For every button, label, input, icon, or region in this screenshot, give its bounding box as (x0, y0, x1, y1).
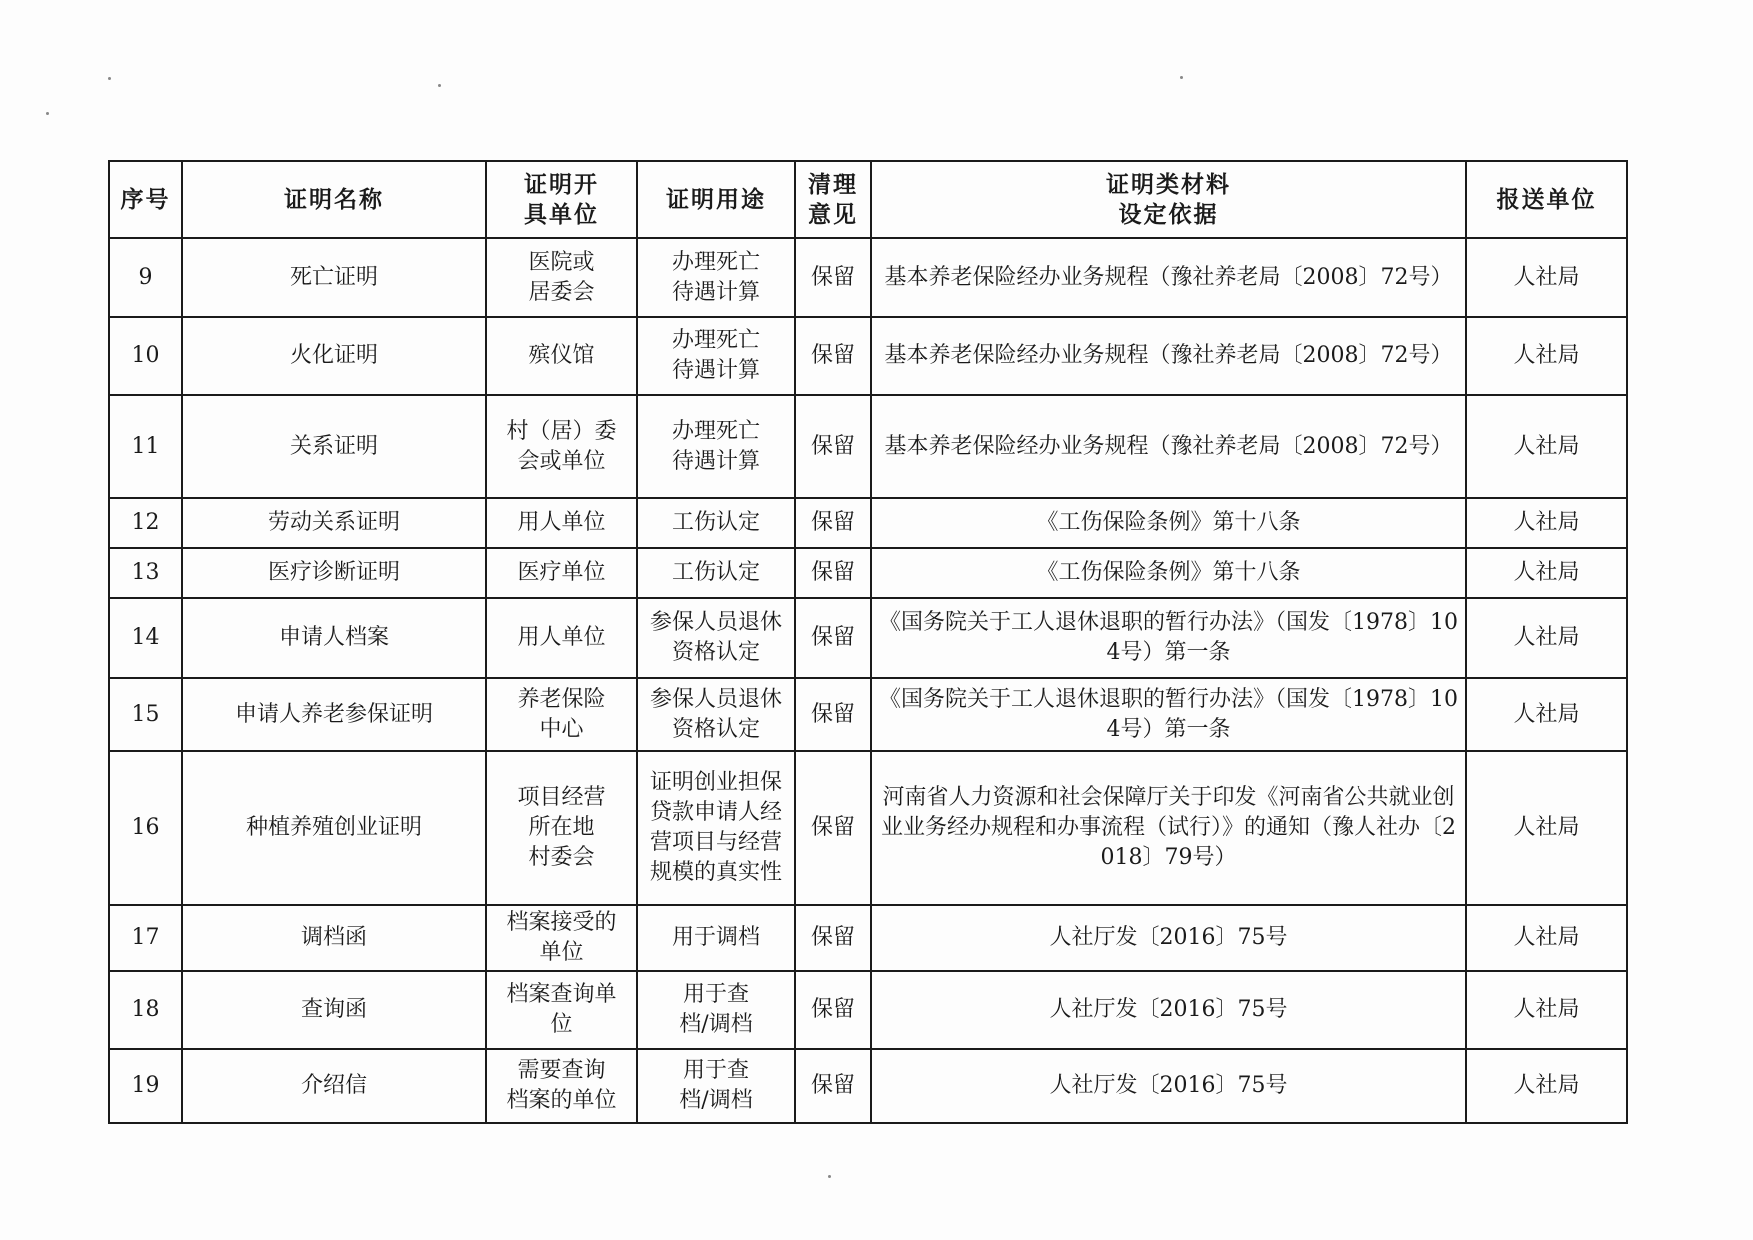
cell-purpose: 证明创业担保贷款申请人经营项目与经营规模的真实性 (637, 751, 795, 905)
table-row (109, 395, 1627, 498)
cell-basis: 《国务院关于工人退休退职的暂行办法》（国发〔1978〕104号）第一条 (871, 678, 1466, 751)
cell-report-unit: 人社局 (1466, 598, 1627, 678)
cell-issuer: 项目经营 所在地 村委会 (486, 751, 637, 905)
cell-name: 申请人养老参保证明 (182, 678, 486, 751)
table-header-row (109, 161, 1627, 238)
cell-report-unit: 人社局 (1466, 317, 1627, 395)
table-row (109, 1049, 1627, 1123)
cell-basis: 河南省人力资源和社会保障厅关于印发《河南省公共就业创业业务经办规程和办事流程（试行）》的通知（豫人社办〔2018〕79号） (871, 751, 1466, 905)
cell-name: 介绍信 (182, 1049, 486, 1123)
cell-report-unit: 人社局 (1466, 548, 1627, 598)
table-row (109, 751, 1627, 905)
cell-seq: 18 (109, 971, 182, 1049)
cell-opinion: 保留 (795, 971, 871, 1049)
cell-basis: 《国务院关于工人退休退职的暂行办法》（国发〔1978〕104号）第一条 (871, 598, 1466, 678)
cell-opinion: 保留 (795, 1049, 871, 1123)
cell-seq: 10 (109, 317, 182, 395)
cell-name: 关系证明 (182, 395, 486, 498)
table-row (109, 678, 1627, 751)
cell-purpose: 用于查 档/调档 (637, 1049, 795, 1123)
certificate-table (108, 160, 1628, 1124)
cell-name: 医疗诊断证明 (182, 548, 486, 598)
cell-purpose: 用于调档 (637, 905, 795, 971)
scan-speck (46, 112, 49, 115)
cell-seq: 12 (109, 498, 182, 548)
table-row (109, 548, 1627, 598)
cell-report-unit: 人社局 (1466, 751, 1627, 905)
scan-speck (828, 1175, 831, 1178)
cell-report-unit: 人社局 (1466, 1049, 1627, 1123)
header-basis: 证明类材料 设定依据 (871, 161, 1466, 238)
cell-purpose: 工伤认定 (637, 498, 795, 548)
header-report-unit: 报送单位 (1466, 161, 1627, 238)
cell-issuer: 用人单位 (486, 498, 637, 548)
cell-purpose: 参保人员退休 资格认定 (637, 678, 795, 751)
cell-issuer: 档案查询单 位 (486, 971, 637, 1049)
table-row (109, 317, 1627, 395)
scan-speck (108, 77, 111, 80)
header-name: 证明名称 (182, 161, 486, 238)
cell-purpose: 办理死亡 待遇计算 (637, 395, 795, 498)
header-purpose: 证明用途 (637, 161, 795, 238)
cell-issuer: 医疗单位 (486, 548, 637, 598)
cell-issuer: 需要查询 档案的单位 (486, 1049, 637, 1123)
cell-seq: 19 (109, 1049, 182, 1123)
cell-seq: 14 (109, 598, 182, 678)
cell-basis: 人社厅发〔2016〕75号 (871, 971, 1466, 1049)
cell-basis: 基本养老保险经办业务规程（豫社养老局〔2008〕72号） (871, 395, 1466, 498)
cell-name: 调档函 (182, 905, 486, 971)
cell-name: 查询函 (182, 971, 486, 1049)
cell-report-unit: 人社局 (1466, 498, 1627, 548)
cell-seq: 11 (109, 395, 182, 498)
table-row (109, 598, 1627, 678)
cell-purpose: 工伤认定 (637, 548, 795, 598)
cell-opinion: 保留 (795, 317, 871, 395)
cell-purpose: 用于查 档/调档 (637, 971, 795, 1049)
cell-report-unit: 人社局 (1466, 971, 1627, 1049)
cell-report-unit: 人社局 (1466, 395, 1627, 498)
scan-speck (1180, 76, 1183, 79)
header-opinion: 清理 意见 (795, 161, 871, 238)
cell-name: 申请人档案 (182, 598, 486, 678)
table-row (109, 498, 1627, 548)
cell-basis: 人社厅发〔2016〕75号 (871, 905, 1466, 971)
cell-seq: 9 (109, 238, 182, 317)
cell-basis: 《工伤保险条例》第十八条 (871, 548, 1466, 598)
cell-seq: 15 (109, 678, 182, 751)
cell-issuer: 档案接受的 单位 (486, 905, 637, 971)
cell-seq: 17 (109, 905, 182, 971)
cell-basis: 基本养老保险经办业务规程（豫社养老局〔2008〕72号） (871, 317, 1466, 395)
cell-report-unit: 人社局 (1466, 238, 1627, 317)
cell-report-unit: 人社局 (1466, 905, 1627, 971)
cell-name: 劳动关系证明 (182, 498, 486, 548)
cell-opinion: 保留 (795, 678, 871, 751)
table-row (109, 971, 1627, 1049)
cell-opinion: 保留 (795, 905, 871, 971)
header-issuer: 证明开 具单位 (486, 161, 637, 238)
cell-issuer: 用人单位 (486, 598, 637, 678)
cell-opinion: 保留 (795, 751, 871, 905)
cell-opinion: 保留 (795, 548, 871, 598)
cell-purpose: 办理死亡 待遇计算 (637, 238, 795, 317)
table-row (109, 905, 1627, 971)
cell-opinion: 保留 (795, 498, 871, 548)
header-seq: 序号 (109, 161, 182, 238)
cell-name: 火化证明 (182, 317, 486, 395)
cell-purpose: 参保人员退休 资格认定 (637, 598, 795, 678)
cell-basis: 人社厅发〔2016〕75号 (871, 1049, 1466, 1123)
cell-issuer: 医院或 居委会 (486, 238, 637, 317)
scan-speck (438, 84, 441, 87)
cell-report-unit: 人社局 (1466, 678, 1627, 751)
cell-basis: 基本养老保险经办业务规程（豫社养老局〔2008〕72号） (871, 238, 1466, 317)
cell-opinion: 保留 (795, 598, 871, 678)
cell-issuer: 养老保险 中心 (486, 678, 637, 751)
cell-name: 死亡证明 (182, 238, 486, 317)
cell-opinion: 保留 (795, 238, 871, 317)
cell-seq: 16 (109, 751, 182, 905)
cell-name: 种植养殖创业证明 (182, 751, 486, 905)
cell-opinion: 保留 (795, 395, 871, 498)
cell-issuer: 村（居）委 会或单位 (486, 395, 637, 498)
cell-purpose: 办理死亡 待遇计算 (637, 317, 795, 395)
table-row (109, 238, 1627, 317)
cell-issuer: 殡仪馆 (486, 317, 637, 395)
cell-basis: 《工伤保险条例》第十八条 (871, 498, 1466, 548)
cell-seq: 13 (109, 548, 182, 598)
